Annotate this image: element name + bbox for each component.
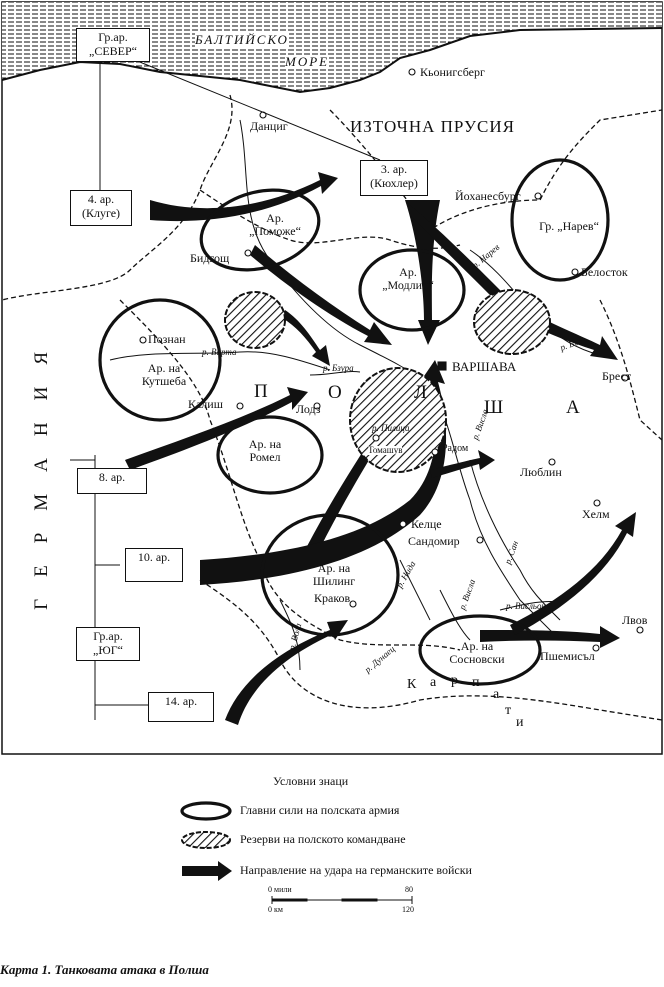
city-bialystok: Белосток xyxy=(581,265,628,279)
carpathians-6: т xyxy=(505,703,512,718)
german-attack-arrow-icon xyxy=(182,861,232,881)
river-dunajec: р. Дунаец xyxy=(362,643,397,675)
city-lublin: Люблин xyxy=(520,465,562,479)
figure-caption: Карта 1. Танковата атака в Полша xyxy=(0,962,209,977)
carpathians-1: К xyxy=(407,677,417,692)
river-vistula-south: р. Висла xyxy=(456,577,478,611)
river-bug: р. Бъг xyxy=(558,335,584,353)
city-warsaw: ВАРШАВА xyxy=(452,359,517,374)
polish-army-sosnkowski: Ар. на Сосновски xyxy=(449,639,505,666)
river-vola: р. Вола xyxy=(286,622,304,652)
polish-group-narew: Гр. „Нарев“ xyxy=(539,219,599,233)
scale-miles-label: 0 мили xyxy=(268,885,292,894)
unit-army-3: 3. ар. (Кюхлер) xyxy=(360,160,428,196)
rivers xyxy=(110,117,600,670)
unit-army-14: 14. ар. xyxy=(148,692,214,722)
scale-km-label: 0 км xyxy=(268,905,283,914)
polish-army-rommel: Ар. на Ромел xyxy=(248,437,282,464)
legend-title: Условни знаци xyxy=(273,774,349,788)
sea-label-1: БАЛТИЙСКО xyxy=(195,32,289,47)
legend-item-reserve: Резерви на полското командване xyxy=(240,832,406,846)
carpathians-5: а xyxy=(493,687,500,702)
carpathians-2: а xyxy=(430,675,437,690)
polish-army-szylling: Ар. на Шилинг xyxy=(312,561,356,588)
polish-army-pomorze: Ар. „Поможе“ xyxy=(249,211,301,238)
unit-army-4: 4. ар. (Клуге) xyxy=(70,190,132,226)
city-tomaszow: Томашув xyxy=(368,445,403,455)
river-pilica: р. Пилица xyxy=(372,423,410,433)
city-krakow: Краков xyxy=(314,591,351,605)
country-poland-letter-5: А xyxy=(566,397,580,418)
city-poznan: Познан xyxy=(148,332,186,346)
country-poland-letter-2: О xyxy=(328,382,342,403)
polish-reserve-icon xyxy=(182,832,230,848)
legend-item-main-force: Главни сили на полската армия xyxy=(240,803,400,817)
reserve-wyszkow xyxy=(474,290,550,354)
scale-bar xyxy=(272,896,412,904)
polish-army-kutrzeba: Ар. на Кутшеба xyxy=(141,361,187,388)
city-brest: Брест xyxy=(602,369,632,383)
polish-main-force-icon xyxy=(182,803,230,819)
city-johannesburg: Йоханесбург xyxy=(455,189,521,203)
city-bydgoszcz: Бидгощ xyxy=(190,251,230,265)
city-kielce: Келце xyxy=(411,517,442,531)
country-poland-letter-1: П xyxy=(254,381,268,402)
attack-arrow-14-army-chelm xyxy=(510,512,636,635)
region-east-prussia: ИЗТОЧНА ПРУСИЯ xyxy=(350,117,515,136)
polish-army-modlin: Ар. „Модлин“ xyxy=(382,265,434,292)
country-poland-letter-4: Ш xyxy=(484,397,504,418)
river-bzura: р. Бзура xyxy=(323,363,354,373)
river-narew: р. Нарев xyxy=(470,241,502,271)
city-lvov: Лвов xyxy=(622,613,648,627)
city-sandomierz: Сандомир xyxy=(408,534,460,548)
sea-label-2: МОРЕ xyxy=(285,54,330,69)
city-kalisz: Калиш xyxy=(188,397,223,411)
unit-north-group: Гр.ар. „СЕВЕР“ xyxy=(76,28,150,62)
river-nida: р. Нида xyxy=(394,559,418,590)
carpathians-4: п xyxy=(472,675,480,690)
unit-army-8: 8. ар. xyxy=(77,468,147,494)
river-wislok: р. Висльок xyxy=(506,601,546,611)
river-san: р. Сан xyxy=(502,539,521,566)
reserve-bzura xyxy=(225,292,285,348)
city-danzig: Данциг xyxy=(250,119,288,133)
city-przemysl: Пшемисъл xyxy=(540,649,595,663)
river-vistula-north: р. Висла xyxy=(469,407,491,441)
carpathians-3: р xyxy=(451,673,458,688)
city-radom: Радом xyxy=(442,443,469,454)
unit-south-group: Гр.ар. „ЮГ“ xyxy=(76,627,140,661)
river-warta: р. Варта xyxy=(202,347,237,357)
country-germany: ГЕРМАНИЯ xyxy=(31,330,52,610)
city-konigsberg: Кьонигсберг xyxy=(420,65,485,79)
carpathians-7: и xyxy=(516,715,524,730)
unit-army-10: 10. ар. xyxy=(125,548,183,582)
country-poland-letter-3: Л xyxy=(414,382,427,403)
reserve-prusy xyxy=(350,368,446,472)
scale-km-max: 120 xyxy=(402,905,414,914)
city-chelm: Хелм xyxy=(582,507,610,521)
scale-miles-max: 80 xyxy=(405,885,413,894)
legend-item-attack: Направление на удара на германските войски xyxy=(240,863,472,877)
city-lodz: Лодз xyxy=(296,402,321,416)
